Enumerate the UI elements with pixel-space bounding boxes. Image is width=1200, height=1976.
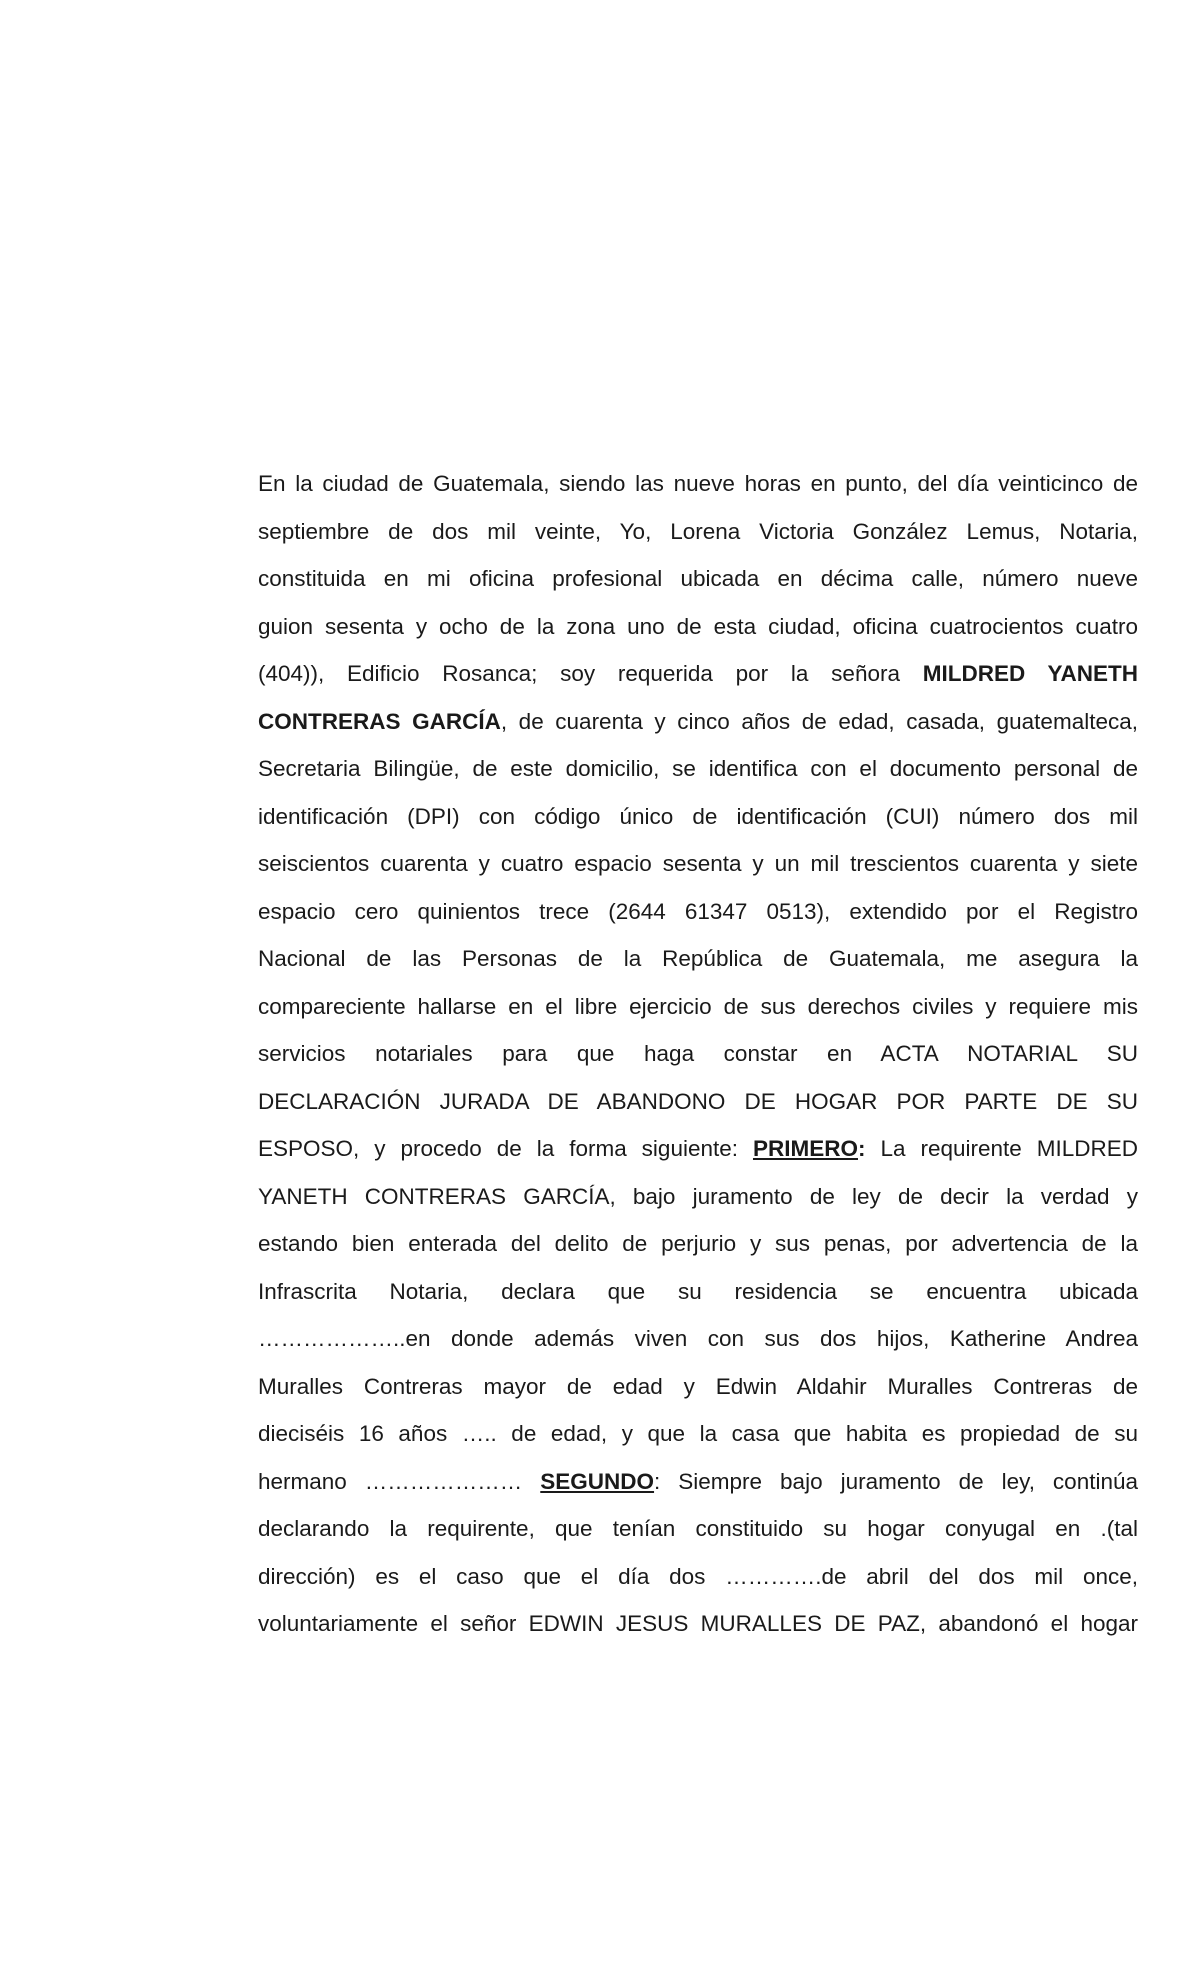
- text-line: declarando la requirente, que tenían constituido su hogar conyugal en .(tal: [258, 1516, 1138, 1541]
- text-segment: (404)), Edificio Rosanca; soy requerida por la señora: [258, 661, 923, 686]
- primero-colon: :: [858, 1136, 866, 1161]
- text-line: [258, 1125, 1138, 1173]
- text-line: Muralles Contreras mayor de edad y Edwin Aldahir Muralles Contreras de: [258, 1373, 1138, 1399]
- text-line: dieciséis 16 años ….. de edad, y que la casa que habita es propiedad de su: [258, 1421, 1138, 1446]
- text-line: voluntariamente el señor EDWIN JESUS MURALLES DE PAZ, abandonó el hogar: [258, 1611, 1138, 1636]
- text-line: identificación (DPI) con código único de identificación (CUI) número dos mil: [258, 803, 1138, 829]
- text-line: constituida en mi oficina profesional ubicada en décima calle, número nueve: [258, 566, 1138, 591]
- text-segment: ESPOSO, y procedo de la forma siguiente:: [258, 1136, 753, 1161]
- text-line: Secretaria Bilingüe, de este domicilio, se identifica con el documento personal de: [258, 756, 1138, 781]
- text-line: espacio cero quinientos trece (2644 61347 0513), extendido por el Registro: [258, 898, 1138, 924]
- text-line: [258, 698, 1138, 746]
- text-line: estando bien enterada del delito de perjurio y sus penas, por advertencia de la: [258, 1231, 1138, 1256]
- text-line: ………………..en donde además viven con sus dos hijos, Katherine Andrea: [258, 1326, 1138, 1351]
- text-line: Nacional de las Personas de la República de Guatemala, me asegura la: [258, 946, 1138, 971]
- text-line: DECLARACIÓN JURADA DE ABANDONO DE HOGAR POR PARTE DE SU: [258, 1088, 1138, 1114]
- text-line: En la ciudad de Guatemala, siendo las nueve horas en punto, del día veinticinco de: [258, 471, 1138, 496]
- primero-heading: PRIMERO: [752, 1136, 858, 1161]
- requester-name-part1: MILDRED YANETH: [922, 661, 1138, 686]
- text-line: servicios notariales para que haga constar en ACTA NOTARIAL SU: [258, 1041, 1138, 1066]
- notarial-act-body: [258, 460, 1138, 1648]
- text-line: seiscientos cuarenta y cuatro espacio sesenta y un mil trescientos cuarenta y siete: [258, 851, 1138, 876]
- text-segment: : Siempre bajo juramento de ley, continúa: [654, 1468, 1138, 1494]
- text-line: [258, 1458, 1138, 1506]
- text-segment: , de cuarenta y cinco años de edad, casada, guatemalteca,: [500, 708, 1138, 734]
- text-line: septiembre de dos mil veinte, Yo, Lorena Victoria González Lemus, Notaria,: [258, 518, 1138, 544]
- text-segment: La requirente MILDRED: [865, 1136, 1138, 1161]
- text-segment: hermano …………………: [258, 1468, 541, 1494]
- text-line: guion sesenta y ocho de la zona uno de esta ciudad, oficina cuatrocientos cuatro: [258, 613, 1138, 639]
- text-line: compareciente hallarse en el libre ejercicio de sus derechos civiles y requiere mis: [258, 993, 1138, 1019]
- text-line: YANETH CONTRERAS GARCÍA, bajo juramento de ley de decir la verdad y: [258, 1183, 1138, 1209]
- text-line: Infrascrita Notaria, declara que su residencia se encuentra ubicada: [258, 1278, 1138, 1304]
- segundo-heading: SEGUNDO: [540, 1468, 655, 1494]
- requester-name-part2: CONTRERAS GARCÍA: [258, 708, 501, 734]
- text-line: [258, 650, 1138, 698]
- text-line: dirección) es el caso que el día dos ………….de abril del dos mil once,: [258, 1563, 1138, 1589]
